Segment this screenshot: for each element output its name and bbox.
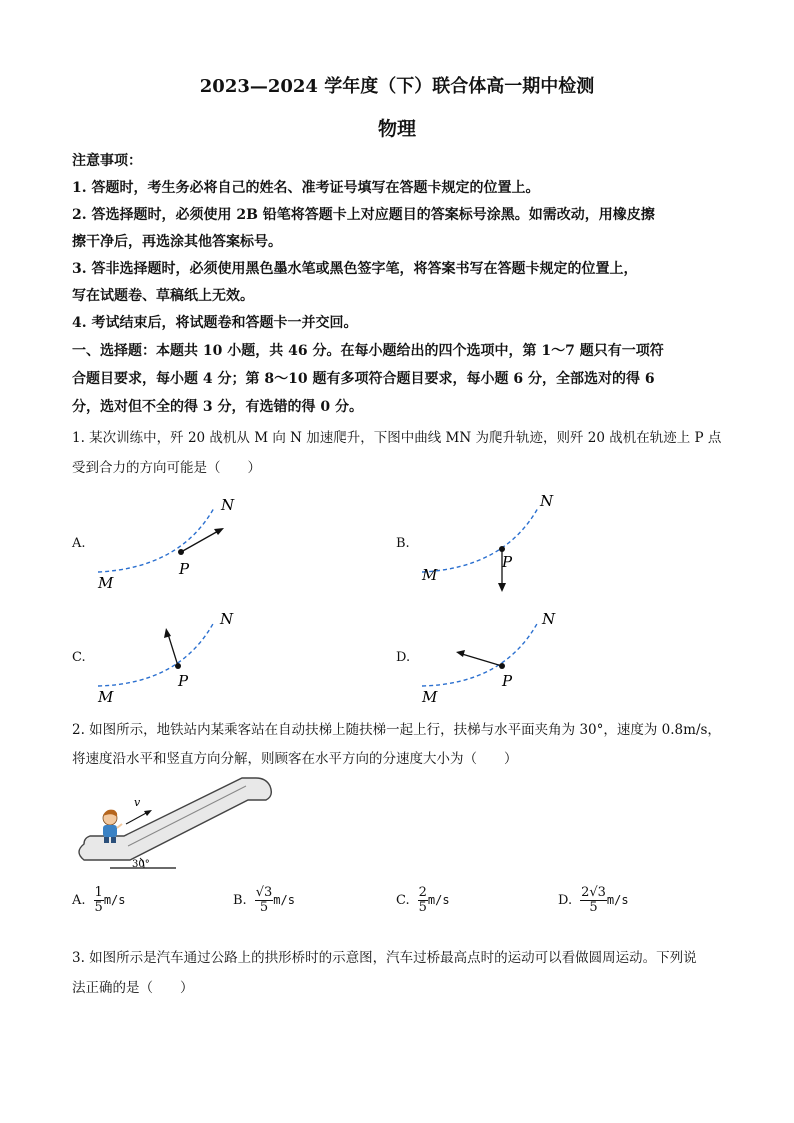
trajectory-curve bbox=[98, 622, 214, 686]
label-n: N bbox=[220, 610, 234, 628]
label-m: M bbox=[422, 688, 438, 706]
arrow-head-icon bbox=[214, 528, 224, 535]
arrow-head-icon bbox=[164, 628, 171, 638]
notice-item: 3. 答非选择题时，必须使用黑色墨水笔或黑色签字笔，将答案书写在答题卡规定的位置上， bbox=[72, 261, 638, 277]
notice-item: 擦干净后，再选涂其他答案标号。 bbox=[72, 234, 282, 250]
label-p: P bbox=[502, 672, 513, 690]
label-p: P bbox=[179, 560, 190, 578]
section-instructions: 分，选对但不全的得 3 分，有选错的得 0 分。 bbox=[72, 399, 363, 415]
question-2-text: 2. 如图所示，地铁站内某乘客站在自动扶梯上随扶梯一起上行，扶梯与水平面夹角为 30°，速度为 0.8m/s， bbox=[72, 722, 721, 738]
question-1-text: 1. 某次训练中，歼 20 战机从 M 向 N 加速爬升，下图中曲线 MN 为爬升轨迹，则歼 20 战机在轨迹上 P 点 bbox=[72, 430, 722, 446]
label-p: P bbox=[502, 553, 513, 571]
q1-option-d-diagram bbox=[414, 606, 584, 711]
force-arrow bbox=[168, 634, 178, 666]
arrow-head-icon bbox=[456, 650, 465, 657]
label-p: P bbox=[178, 672, 189, 690]
angle-label: 30° bbox=[132, 859, 150, 870]
notice-heading: 注意事项： bbox=[72, 153, 142, 169]
q2-option-b: B. $\frac{√3}{5}$ m/s bbox=[233, 885, 295, 915]
question-2-text: 将速度沿水平和竖直方向分解，则顾客在水平方向的分速度大小为（ ） bbox=[72, 751, 518, 767]
label-n: N bbox=[540, 492, 554, 510]
section-instructions: 一、选择题：本题共 10 小题，共 46 分。在每小题给出的四个选项中，第 1～7 题只有一项符 bbox=[72, 343, 664, 359]
trajectory-curve bbox=[98, 508, 214, 572]
question-3-text: 3. 如图所示是汽车通过公路上的拱形桥时的示意图，汽车过桥最高点时的运动可以看做圆周运动。下列说 bbox=[72, 950, 697, 966]
q2-option-c: C. $\frac{2}{5}$ m/s bbox=[396, 885, 450, 915]
q1-option-c-label: C. bbox=[72, 650, 86, 665]
label-n: N bbox=[542, 610, 556, 628]
question-1-text: 受到合力的方向可能是（ ） bbox=[72, 460, 261, 476]
notice-item: 2. 答选择题时，必须使用 2B 铅笔将答题卡上对应题目的答案标号涂黑。如需改动，用橡皮擦 bbox=[72, 207, 655, 223]
label-n: N bbox=[221, 496, 235, 514]
label-m: M bbox=[422, 566, 438, 584]
q1-option-b-diagram bbox=[414, 488, 584, 598]
subject-title: 物理 bbox=[377, 118, 416, 140]
velocity-arrow bbox=[126, 812, 148, 824]
notice-item: 4. 考试结束后，将试题卷和答题卡一并交回。 bbox=[72, 315, 358, 331]
force-arrow bbox=[181, 530, 220, 552]
q1-option-c-diagram bbox=[90, 606, 260, 711]
velocity-label: v bbox=[134, 796, 141, 809]
label-m: M bbox=[98, 574, 114, 592]
exam-title: 2023—2024 学年度（下）联合体高一期中检测 bbox=[199, 76, 595, 97]
q1-option-d-label: D. bbox=[396, 650, 411, 665]
section-instructions: 合题目要求，每小题 4 分；第 8～10 题有多项符合题目要求，每小题 6 分，全部选对的得 6 bbox=[72, 371, 655, 387]
trajectory-curve bbox=[422, 622, 538, 686]
label-m: M bbox=[98, 688, 114, 706]
q1-option-b-label: B. bbox=[396, 536, 410, 551]
q2-option-a: A. $\frac{1}{5}$ m/s bbox=[72, 885, 126, 915]
escalator-figure bbox=[70, 772, 280, 872]
trajectory-curve bbox=[422, 508, 538, 572]
force-arrow bbox=[462, 654, 502, 666]
question-3-text: 法正确的是（ ） bbox=[72, 980, 194, 996]
q2-option-d: D. $\frac{2√3}{5}$ m/s bbox=[558, 885, 629, 915]
arrow-head-icon bbox=[498, 583, 506, 592]
notice-item: 1. 答题时，考生务必将自己的姓名、准考证号填写在答题卡规定的位置上。 bbox=[72, 180, 540, 196]
q1-option-a-label: A. bbox=[72, 536, 86, 551]
notice-item: 写在试题卷、草稿纸上无效。 bbox=[72, 288, 254, 304]
q1-option-a-diagram bbox=[90, 488, 260, 593]
